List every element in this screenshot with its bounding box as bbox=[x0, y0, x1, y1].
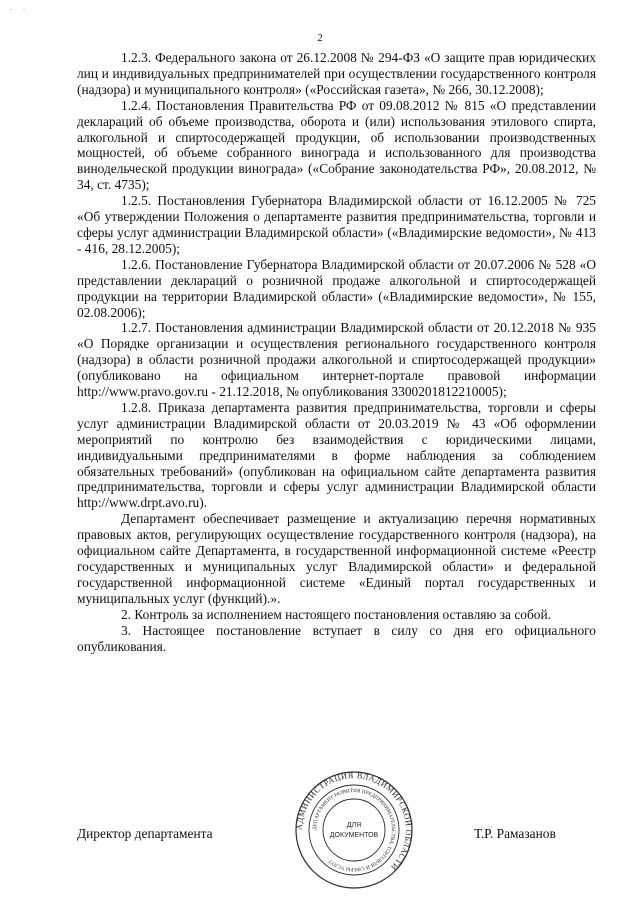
svg-text:ДЕПАРТАМЕНТ РАЗВИТИЯ ПРЕДПРИНИ bbox=[312, 788, 396, 872]
official-stamp bbox=[294, 770, 414, 890]
stamp-center-line-2: ДОКУМЕНТОВ bbox=[329, 832, 379, 839]
stamp-outer-text: АДМИНИСТРАЦИЯ ВЛАДИМИРСКОЙ ОБЛАСТИ bbox=[294, 770, 414, 873]
paragraph-1-2-7: 1.2.7. Постановления администрации Владимирской области от 20.12.2018 № 935 «О Порядке организации и осуществления регионального государственного контроля (надзора) в области розничной продажи алкогольной и спиртосодержащей продукции» (опубликовано на официальном интернет-портале правовой информации http://www.pravo.gov.ru - 21.12.2018, № опубликования 3300201812210005); bbox=[77, 320, 596, 400]
paragraph-1-2-6: 1.2.6. Постановление Губернатора Владимирской области от 20.07.2006 № 528 «О представлении деклараций о розничной продаже алкогольной и спиртосодержащей продукции на территории Владимирской области» («Владимирские ведомости», № 155, 02.08.2006); bbox=[77, 256, 596, 320]
signatory-title: Директор департамента bbox=[77, 826, 213, 841]
paragraph-2-control: 2. Контроль за исполнением настоящего постановления оставляю за собой. bbox=[121, 606, 552, 622]
signatory-name: Т.Р. Рамазанов bbox=[474, 826, 556, 841]
stamp-center-line-1: ДЛЯ bbox=[346, 822, 362, 829]
scan-specks: · · bbox=[10, 6, 26, 14]
paragraph-1-2-4: 1.2.4. Постановления Правительства РФ от 09.08.2012 № 815 «О представлении деклараций об объеме производства, оборота и (или) использования этилового спирта, алкогольной и спиртосодержащей продукции, об использовании производственных мощностей, об объеме собранного винограда и использованного для производства винодельческой продукции винограда» («Собрание законодательства РФ», 20.08.2012, № 34, ст. 4735); bbox=[77, 97, 596, 193]
stamp-middle-ring bbox=[309, 785, 399, 875]
paragraph-3-effective: 3. Настоящее постановление вступает в силу со дня его официального опубликования. bbox=[77, 622, 596, 654]
stamp-inner-text: ДЕПАРТАМЕНТ РАЗВИТИЯ ПРЕДПРИНИМАТЕЛЬСТВА, ТОРГОВЛИ И СФЕРЫ УСЛУГ bbox=[311, 787, 397, 873]
paragraph-1-2-5: 1.2.5. Постановления Губернатора Владимирской области от 16.12.2005 № 725 «Об утверждении Положения о департаменте развития предпринимательства, торговли и сферы услуг администрации Владимирской области» («Владимирские ведомости», № 413 - 416, 28.12.2005); bbox=[77, 193, 596, 256]
paragraph-1-2-8: 1.2.8. Приказа департамента развития предпринимательства, торговли и сферы услуг администрации Владимирской области от 20.03.2019 № 43 «Об оформлении мероприятий по контролю без взаимодействия с юридическими лицами, индивидуальными предпринимателями в форме наблюдения за соблюдением обязательных требований» (опубликован на официальном сайте департамента развития предпринимательства, торговли и сферы услуг администрации Владимирской области http://www.drpt.avo.ru). bbox=[77, 399, 596, 511]
page-number: 2 bbox=[317, 32, 323, 44]
stamp-inner-ring bbox=[323, 799, 385, 861]
paragraph-1-2-3: 1.2.3. Федерального закона от 26.12.2008 № 294-ФЗ «О защите прав юридических лиц и индивидуальных предпринимателей при осуществлении государственного контроля (надзора) и муниципального контроля» («Российская газета», № 266, 30.12.2008); bbox=[77, 50, 596, 97]
paragraph-department-duties: Департамент обеспечивает размещение и актуализацию перечня нормативных правовых актов, регулирующих осуществление государственного контроля (надзора), на официальном сайте Департамента, в государственной информационной системе «Реестр государственных и муниципальных услуг Владимирской области» и федеральной государственной информационной системе «Единый портал государственных и муниципальных услуг (функций).». bbox=[77, 511, 596, 606]
document-body bbox=[77, 50, 596, 654]
